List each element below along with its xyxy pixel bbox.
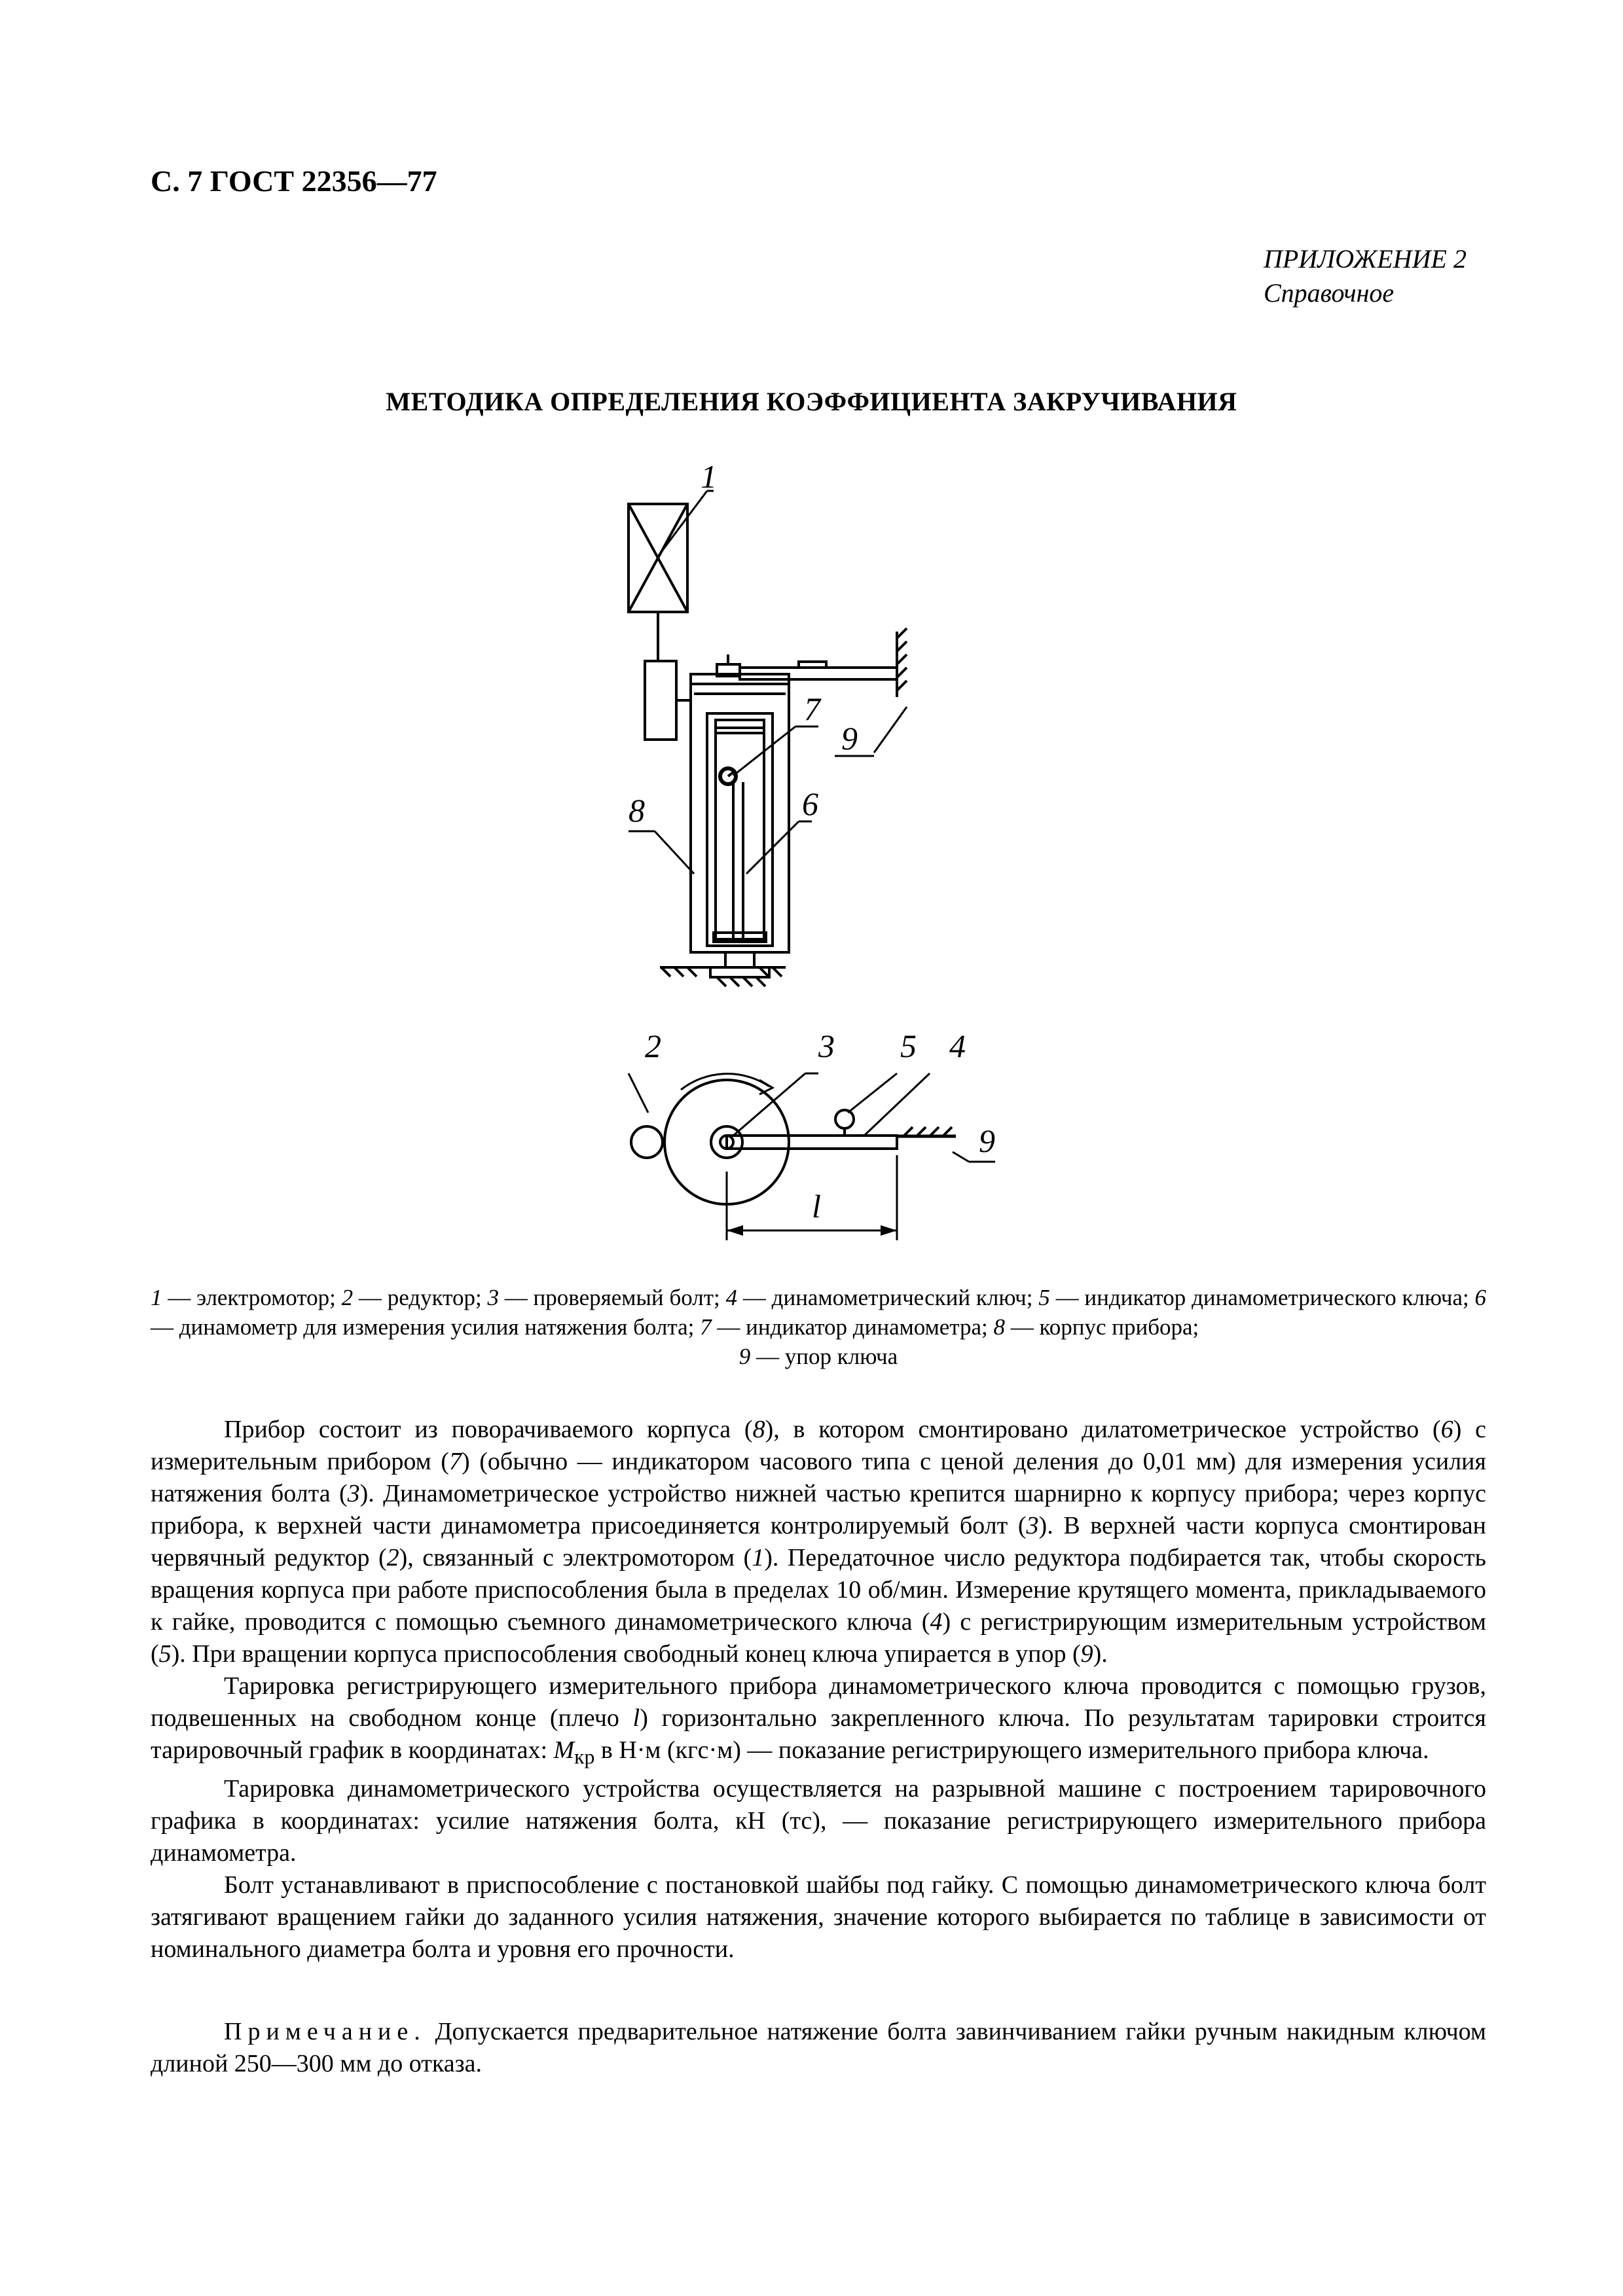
paragraph-2: Тарировка регистрирующего измерительного прибора динамометрического ключа проводится с помощью грузов, подвешенных на свободном конце (плечо l) горизонтально закрепленного ключа. По результатам тарировки строится тарировочный график в координатах: $M_{кр}$ в Н·м (кгс·м) — показание регистрирующего измерительного прибора ключа. xyxy=(151,1672,1486,1768)
dimension-label: l xyxy=(812,1188,821,1225)
note-label: Примечание. xyxy=(224,2018,426,2045)
wrench-arm-bottom xyxy=(727,1136,897,1149)
appendix-number: ПРИЛОЖЕНИЕ 2 xyxy=(1264,244,1467,274)
callout-7: 7 xyxy=(804,691,820,727)
housing xyxy=(691,674,789,952)
callout-1: 1 xyxy=(701,458,717,495)
callout-4: 4 xyxy=(949,1028,966,1064)
callout-8: 8 xyxy=(629,792,645,829)
wrench-indicator xyxy=(835,1110,854,1128)
electromotor xyxy=(629,504,687,612)
appendix-kind: Справочное xyxy=(1264,278,1395,308)
reducer-gear xyxy=(631,1126,663,1158)
caption-items: 1 — электромотор; 2 — редуктор; 3 — проверяемый болт; 4 — динамометрический ключ; 5 — индикатор динамометрического ключа; 6 — динамометр для измерения усилия натяжения болта; 7 — индикатор динамометра; 8 — корпус прибора; xyxy=(151,1285,1486,1340)
callout-3: 3 xyxy=(818,1028,835,1064)
paragraph-3: Тарировка динамометрического устройства осуществляется на разрывной машине с построением тарировочного графика в координатах: усилие натяжения болта, кН (тс), — показание регистрирующего измерительного прибора динамометра. xyxy=(151,1774,1486,1867)
callout-6: 6 xyxy=(802,785,818,822)
caption-last-item: 9 — упор ключа xyxy=(739,1344,898,1369)
callout-9-top: 9 xyxy=(841,720,858,757)
page-header: С. 7 ГОСТ 22356—77 xyxy=(151,164,437,198)
figure-caption xyxy=(151,1283,1486,1371)
stop-top xyxy=(897,628,907,697)
reducer-block xyxy=(645,661,676,740)
section-title: МЕТОДИКА ОПРЕДЕЛЕНИЯ КОЭФФИЦИЕНТА ЗАКРУЧИВАНИЯ xyxy=(386,387,1237,416)
callout-9-bottom: 9 xyxy=(979,1122,995,1159)
callout-2: 2 xyxy=(645,1028,661,1064)
paragraph-1: Прибор состоит из поворачиваемого корпуса (8), в котором смонтировано дилатометрическое устройство (6) с измерительным прибором (7) (обычно — индикатором часового типа с ценой деления до 0,01 мм) для измерения усилия натяжения болта (3). Динамометрическое устройство нижней частью крепится шарнирно к корпусу прибора; через корпус прибора, к верхней части динамометра присоединяется контролируемый болт (3). В верхней части корпуса смонтирован червячный редуктор (2), связанный с электромотором (1). Передаточное число редуктора подбирается так, чтобы скорость вращения корпуса при работе приспособления была в пределах 10 об/мин. Измерение крутящего момента, прикладываемого к гайке, проводится с помощью съемного динамометрического ключа (4) с регистрирующим измерительным устройством (5). При вращении корпуса приспособления свободный конец ключа упирается в упор (9). xyxy=(151,1416,1487,1668)
note xyxy=(151,2016,1486,2080)
body-text xyxy=(151,1414,1486,1965)
callout-5: 5 xyxy=(900,1028,917,1064)
paragraph-4: Болт устанавливают в приспособление с постановкой шайбы под гайку. С помощью динамометрического ключа болт затягивают вращением гайки до заданного усилия натяжения, значение которого выбирается по таблице в зависимости от номинального диаметра болта и уровня его прочности. xyxy=(151,1871,1486,1963)
note-text: Допускается предварительное натяжение болта завинчиванием гайки ручным накидным ключом длиной 250—300 мм до отказа. xyxy=(151,2018,1486,2077)
